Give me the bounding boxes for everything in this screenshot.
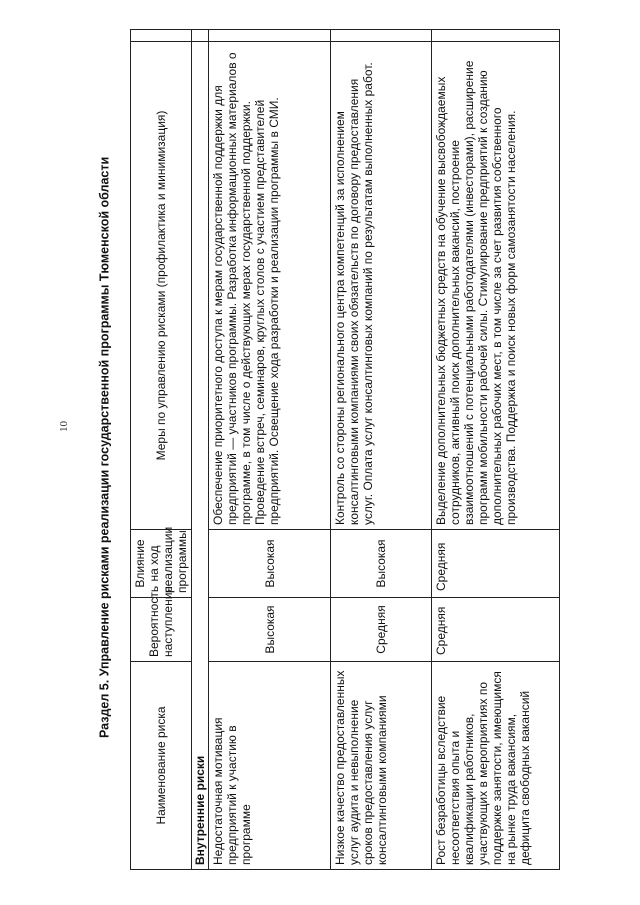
risk-table: [130, 29, 560, 870]
measures-cell: Обеспечение приоритетного доступа к мерам государственной поддержки для предприятий — участников программы. Разработка информационных материалов о программе, в том числе о действующих мерах государственной поддержки. Проведение встреч, семинаров, круглых столов с участием представителей предприятий. Освещение хода разработки и реализации программы в СМИ.: [209, 42, 331, 530]
impact-cell: Высокая: [331, 530, 432, 598]
group-row: [192, 30, 209, 870]
table-header-row: [131, 30, 192, 870]
section-title: Раздел 5. Управление рисками реализации государственной программы Тюменской области: [97, 156, 112, 739]
row-gap-cell: [331, 30, 432, 42]
page-number: 10: [58, 421, 70, 432]
impact-cell: Средняя: [432, 530, 560, 598]
row-gap-cell: [432, 30, 560, 42]
risk-name-cell: Низкое качество предоставленных услуг аудита и невыполнение сроков предоставления услуг консалтинговыми компаниями: [331, 662, 432, 870]
table-row: [209, 30, 331, 870]
row-gap-cell: [209, 30, 331, 42]
measures-cell: Выделение дополнительных бюджетных средств на обучение высвобождаемых сотрудников, активный поиск дополнительных вакансий, построение взаимоотношений с потенциальными работодателями (инвесторами), расширение программ мобильности рабочей силы. Стимулирование предприятий к созданию дополнительных рабочих мест, в том числе за счет развития собственного производства. Поддержка и поиск новых форм самозанятости населения.: [432, 42, 560, 530]
group-gap-cell: [192, 30, 209, 42]
probability-cell: Высокая: [209, 598, 331, 662]
header-risk-name: Наименование риска: [131, 662, 192, 870]
header-measures: Меры по управлению рисками (профилактика и минимизация): [131, 42, 192, 530]
group-title: Внутренние риски: [192, 42, 209, 870]
header-gap-cell: [131, 30, 192, 42]
measures-cell: Контроль со стороны регионального центра компетенций за исполнением консалтинговыми компаниями своих обязательств по договору предоставления услуг. Оплата услуг консалтинговых компаний по результатам выполненных работ.: [331, 42, 432, 530]
header-impact: Влияние на ход реализации программы: [131, 530, 192, 598]
probability-cell: Средняя: [331, 598, 432, 662]
risk-name-cell: Рост безработицы вследствие несоответствия опыта и квалификации работников, участвующих в мероприятиях по поддержке занятости, имеющимся на рынке труда вакансиям, дефицита свободных вакансий: [432, 662, 560, 870]
table-row: [432, 30, 560, 870]
impact-cell: Высокая: [209, 530, 331, 598]
header-probability: Вероятность наступления: [131, 598, 192, 662]
table-frame: [130, 30, 555, 870]
table-sheet: [130, 30, 555, 870]
risk-name-cell: Недостаточная мотивация предприятий к участию в программе: [209, 662, 331, 870]
probability-cell: Средняя: [432, 598, 560, 662]
table-row: [331, 30, 432, 870]
